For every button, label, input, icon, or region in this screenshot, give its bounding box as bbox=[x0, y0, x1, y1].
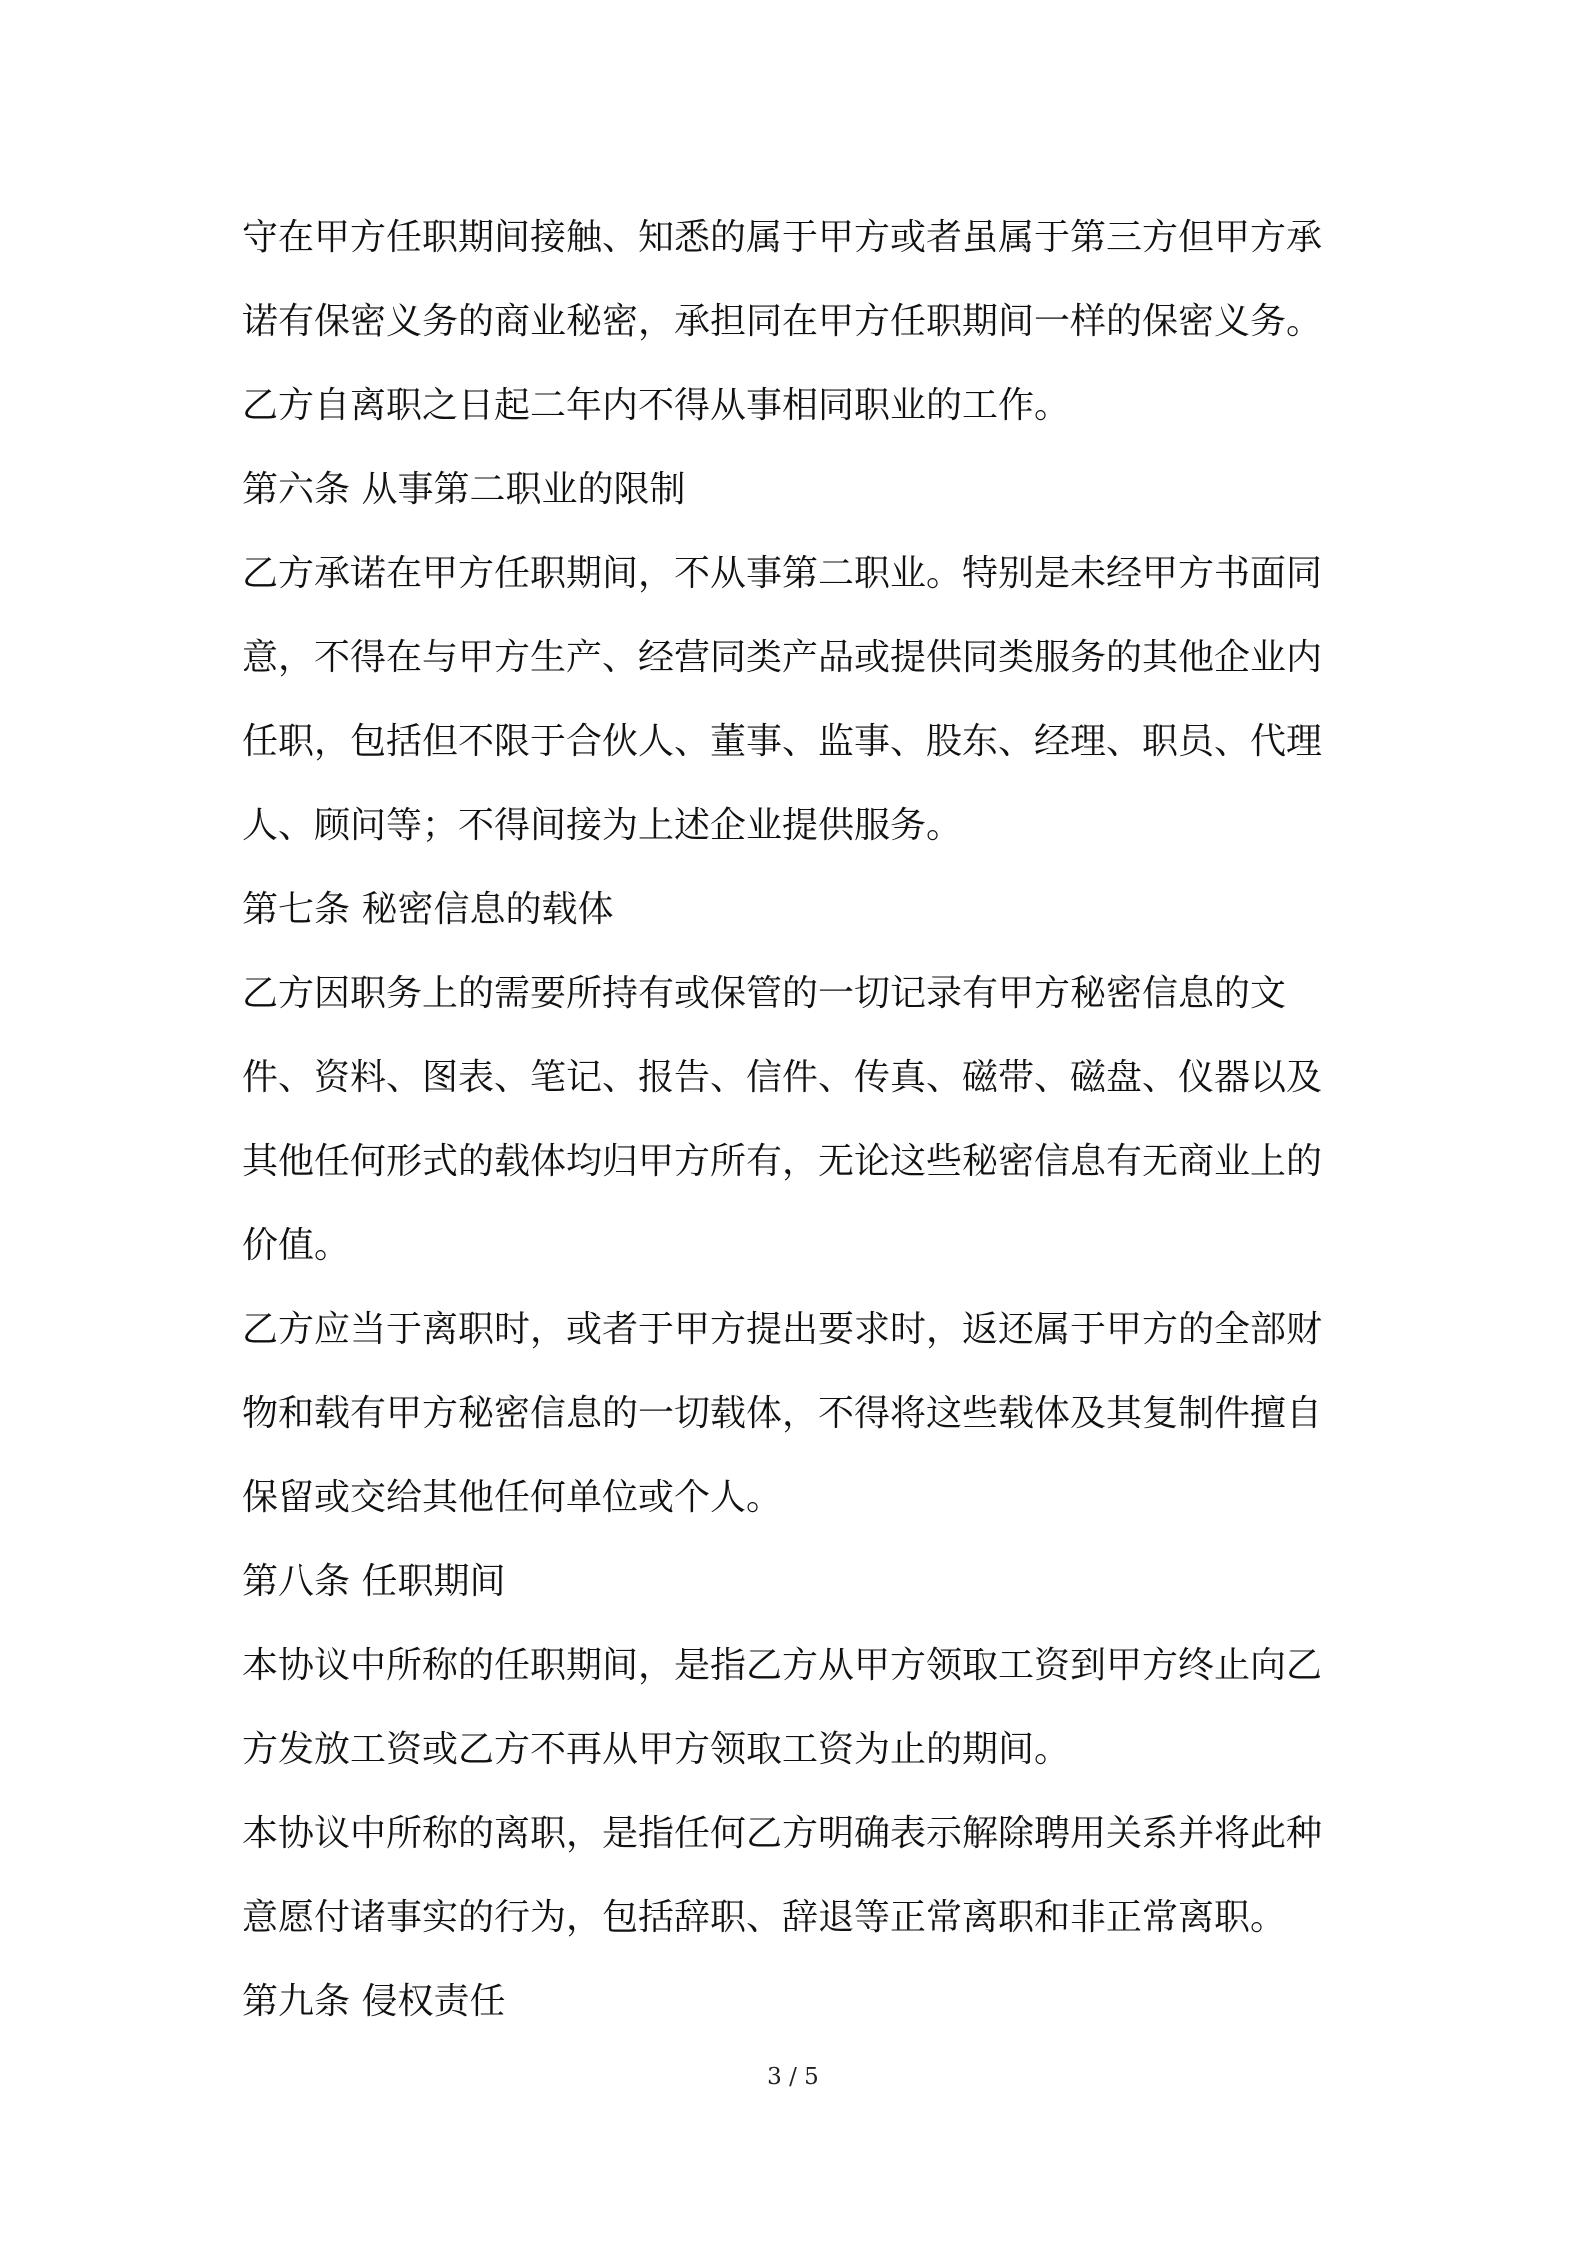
text-line: 物和载有甲方秘密信息的一切载体，不得将这些载体及其复制件擅自 bbox=[242, 1393, 1323, 1434]
section-heading-9: 第九条 侵权责任 bbox=[242, 1981, 506, 2022]
text-line: 乙方因职务上的需要所持有或保管的一切记录有甲方秘密信息的文 bbox=[242, 973, 1287, 1014]
text-line: 价值。 bbox=[242, 1225, 351, 1266]
text-line: 意，不得在与甲方生产、经营同类产品或提供同类服务的其他企业内 bbox=[242, 637, 1323, 678]
text-line: 件、资料、图表、笔记、报告、信件、传真、磁带、磁盘、仪器以及 bbox=[242, 1057, 1323, 1098]
text-line: 乙方应当于离职时，或者于甲方提出要求时，返还属于甲方的全部财 bbox=[242, 1309, 1323, 1350]
section-heading-8: 第八条 任职期间 bbox=[242, 1561, 506, 1602]
text-line: 方发放工资或乙方不再从甲方领取工资为止的期间。 bbox=[242, 1729, 1071, 1770]
text-line: 人、顾问等；不得间接为上述企业提供服务。 bbox=[242, 805, 963, 846]
document-body bbox=[242, 196, 1357, 2044]
text-line: 保留或交给其他任何单位或个人。 bbox=[242, 1477, 783, 1518]
text-line: 其他任何形式的载体均归甲方所有，无论这些秘密信息有无商业上的 bbox=[242, 1141, 1323, 1182]
text-line: 乙方自离职之日起二年内不得从事相同职业的工作。 bbox=[242, 385, 1071, 426]
text-line: 诺有保密义务的商业秘密，承担同在甲方任职期间一样的保密义务。 bbox=[242, 301, 1323, 342]
text-line: 守在甲方任职期间接触、知悉的属于甲方或者虽属于第三方但甲方承 bbox=[242, 217, 1323, 258]
text-line: 本协议中所称的离职，是指任何乙方明确表示解除聘用关系并将此种 bbox=[242, 1813, 1323, 1854]
text-line: 本协议中所称的任职期间，是指乙方从甲方领取工资到甲方终止向乙 bbox=[242, 1645, 1323, 1686]
section-heading-6: 第六条 从事第二职业的限制 bbox=[242, 469, 686, 510]
section-heading-7: 第七条 秘密信息的载体 bbox=[242, 889, 614, 930]
page-number: 3 / 5 bbox=[767, 2064, 819, 2090]
text-line: 任职，包括但不限于合伙人、董事、监事、股东、经理、职员、代理 bbox=[242, 721, 1323, 762]
text-line: 意愿付诸事实的行为，包括辞职、辞退等正常离职和非正常离职。 bbox=[242, 1897, 1287, 1938]
text-line: 乙方承诺在甲方任职期间，不从事第二职业。特别是未经甲方书面同 bbox=[242, 553, 1323, 594]
